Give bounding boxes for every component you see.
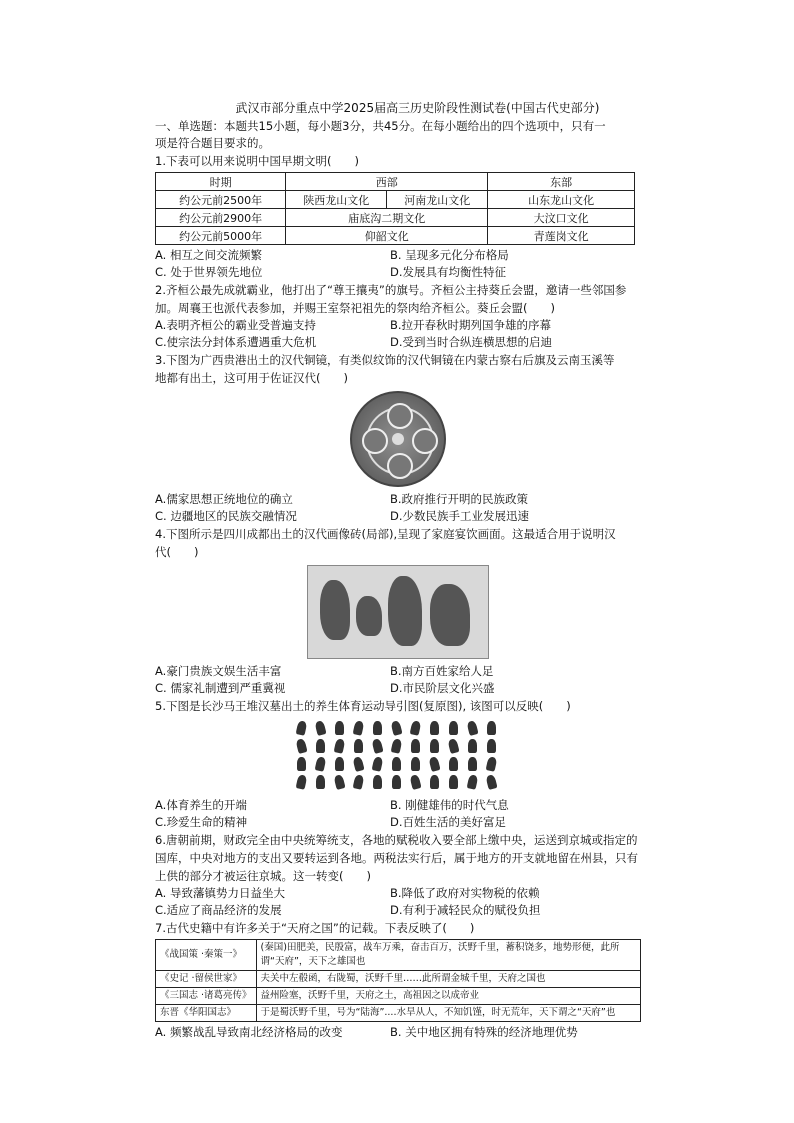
table-cell: 山东龙山文化 xyxy=(488,191,635,209)
option-b[interactable]: B.拉开春秋时期列国争雄的序幕 xyxy=(390,318,552,332)
daoyin-figure-pose xyxy=(487,721,496,735)
daoyin-figure-pose xyxy=(466,720,478,736)
option-b[interactable]: B. 呈现多元化分布格局 xyxy=(390,248,509,262)
daoyin-figure-pose xyxy=(485,756,497,772)
daoyin-figure-pose xyxy=(447,738,459,754)
table-row xyxy=(156,971,641,988)
table-cell: 庙底沟二期文化 xyxy=(286,209,488,227)
daoyin-figure-pose xyxy=(316,775,325,789)
table-cell: 青莲岗文化 xyxy=(488,227,635,245)
daoyin-figure-pose xyxy=(430,775,439,789)
daoyin-figure-pose xyxy=(392,775,401,789)
q3-stem-line2: 地都有出土，这可用于佐证汉代( ) xyxy=(155,371,348,385)
option-c[interactable]: C.适应了商品经济的发展 xyxy=(155,903,282,917)
table-cell-quote: (秦国)田肥美，民殷富，战车万乘，奋击百万，沃野千里，蓄积饶多，地势形便，此所谓“天府”，天下之雄国也 xyxy=(256,940,640,971)
daoyin-figure-pose xyxy=(449,721,458,735)
daoyin-figure xyxy=(155,719,640,793)
q4-options xyxy=(155,663,640,697)
daoyin-figure-pose xyxy=(373,721,382,735)
option-c[interactable]: C. 处于世界领先地位 xyxy=(155,265,263,279)
table-cell: 大汶口文化 xyxy=(488,209,635,227)
brick-figure-shape xyxy=(356,596,382,636)
daoyin-figure-pose xyxy=(411,739,420,753)
daoyin-figure-pose xyxy=(449,775,458,789)
q2-stem-line1: 2.齐桓公最先成就霸业，他打出了“尊王攘夷”的旗号。齐桓公主持葵丘会盟，邀请一些邻国参 xyxy=(155,283,627,297)
table-cell: 河南龙山文化 xyxy=(387,191,488,209)
daoyin-figure-pose xyxy=(333,738,345,754)
daoyin-figure-pose xyxy=(314,756,326,772)
brick-figure-shape xyxy=(430,584,470,646)
option-a[interactable]: A.表明齐桓公的霸业受普遍支持 xyxy=(155,318,316,332)
option-d[interactable]: D.发展具有均衡性特征 xyxy=(390,265,507,279)
option-d[interactable]: D.百姓生活的美好富足 xyxy=(390,815,507,829)
table-cell-quote: 益州险塞，沃野千里，天府之土，高祖因之以成帝业 xyxy=(256,988,640,1005)
q6-stem-line1: 6.唐朝前期，财政完全由中央统筹统支，各地的赋税收入要全部上缴中央，运送到京城或指定的 xyxy=(155,833,638,847)
section-intro xyxy=(155,118,640,152)
daoyin-figure-pose xyxy=(466,774,478,790)
daoyin-figure-pose xyxy=(428,756,440,772)
option-b[interactable]: B.政府推行开明的民族政策 xyxy=(390,492,529,506)
daoyin-figure-pose xyxy=(371,756,383,772)
option-c[interactable]: C. 儒家礼制遭到严重冀视 xyxy=(155,681,286,695)
daoyin-figure-pose xyxy=(449,757,458,771)
mirror-lobe xyxy=(362,428,388,454)
mirror-lobe xyxy=(412,428,438,454)
daoyin-figure-pose xyxy=(333,774,345,790)
q7-options xyxy=(155,1024,640,1041)
daoyin-figure-pose xyxy=(335,721,344,735)
daoyin-figure-pose xyxy=(295,738,307,754)
q3-stem-line1: 3.下图为广西贵港出土的汉代铜镜，有类似纹饰的汉代铜镜在内蒙古察右后旗及云南玉溪等 xyxy=(155,353,615,367)
daoyin-figure-pose xyxy=(352,756,364,772)
q6-options xyxy=(155,885,640,919)
daoyin-figure-pose xyxy=(297,757,306,771)
option-b[interactable]: B. 刚健雄伟的时代气息 xyxy=(390,798,509,812)
bronze-mirror-image xyxy=(350,391,446,487)
option-b[interactable]: B. 关中地区拥有特殊的经济地理优势 xyxy=(390,1025,578,1039)
q6-stem-line2: 国库，中央对地方的支出又要转运到各地。两税法实行后，属于地方的开支就地留在州县，只有 xyxy=(155,851,638,865)
table-header-cell: 西部 xyxy=(286,173,488,191)
table-cell: 约公元前5000年 xyxy=(156,227,286,245)
q6-stem-line3: 上供的部分才被运往京城。这一转变( ) xyxy=(155,869,371,883)
q4-stem-line2: 代( ) xyxy=(155,545,199,559)
table-cell-quote: 夫关中左殽函，右陇蜀，沃野千里……此所谓金城千里，天府之国也 xyxy=(256,971,640,988)
daoyin-figure-pose xyxy=(468,739,477,753)
q2-options xyxy=(155,317,640,351)
option-b[interactable]: B.南方百姓家给人足 xyxy=(390,664,494,678)
daoyin-figure-pose xyxy=(390,720,402,736)
table-header-cell: 时期 xyxy=(156,173,286,191)
daoyin-figure-pose xyxy=(409,774,421,790)
q6-stem xyxy=(155,831,640,885)
table-cell: 陕西龙山文化 xyxy=(286,191,387,209)
option-a[interactable]: A.豪门贵族文娱生活丰富 xyxy=(155,664,282,678)
option-a[interactable]: A. 频繁战乱导致南北经济格局的改变 xyxy=(155,1025,343,1039)
daoyin-figure-pose xyxy=(390,738,402,754)
option-c[interactable]: C. 边疆地区的民族交融情况 xyxy=(155,509,297,523)
table-row xyxy=(156,988,641,1005)
q3-stem xyxy=(155,351,640,387)
q5-stem: 5.下图是长沙马王堆汉墓出土的养生体育运动导引图(复原图), 该图可以反映( ) xyxy=(155,699,571,713)
table-cell-source: 《史记 ·留侯世家》 xyxy=(156,971,257,988)
q3-options xyxy=(155,491,640,525)
option-a[interactable]: A. 相互之间交流频繁 xyxy=(155,248,262,262)
daoyin-figure-pose xyxy=(430,739,439,753)
daoyin-figure-pose xyxy=(392,757,401,771)
table-cell-source: 《三国志 ·诸葛亮传》 xyxy=(156,988,257,1005)
section-intro-line1: 一、单选题：本题共15小题，每小题3分，共45分。在每小题给出的四个选项中，只有一 xyxy=(155,119,606,133)
table-cell: 仰韶文化 xyxy=(286,227,488,245)
table-row xyxy=(156,940,641,971)
daoyin-figure-pose xyxy=(295,720,307,736)
option-d[interactable]: D.受到当时合纵连横思想的启迪 xyxy=(390,335,553,349)
q5-options xyxy=(155,797,640,831)
daoyin-figure-pose xyxy=(314,720,326,736)
daoyin-figure-pose xyxy=(352,720,364,736)
table-cell: 约公元前2900年 xyxy=(156,209,286,227)
daoyin-figure-pose xyxy=(487,739,496,753)
option-a[interactable]: A. 导致藩镇势力日益坐大 xyxy=(155,886,285,900)
option-c[interactable]: C.使宗法分封体系遭遇重大危机 xyxy=(155,335,317,349)
option-d[interactable]: D.有利于减轻民众的赋役负担 xyxy=(390,903,541,917)
q1-table xyxy=(155,172,635,245)
table-row xyxy=(156,227,635,245)
mirror-lobe xyxy=(387,453,413,479)
daoyin-figure-pose xyxy=(371,738,383,754)
q4-stem xyxy=(155,525,640,561)
section-intro-line2: 项是符合题目要求的。 xyxy=(155,136,270,150)
q1-options xyxy=(155,247,640,281)
brick-figure-shape xyxy=(388,576,422,646)
table-header-cell: 东部 xyxy=(488,173,635,191)
option-d[interactable]: D.市民阶层文化兴盛 xyxy=(390,681,495,695)
q2-stem xyxy=(155,281,640,317)
bronze-mirror-figure xyxy=(155,391,640,487)
pictorial-brick-image xyxy=(307,565,489,659)
daoyin-figure-pose xyxy=(409,720,421,736)
daoyin-chart-image xyxy=(293,719,503,793)
table-cell-source: 东晋《华阳国志》 xyxy=(156,1005,257,1022)
brick-figure-shape xyxy=(320,580,350,640)
daoyin-figure-pose xyxy=(485,774,497,790)
exam-page xyxy=(155,100,640,1041)
q2-stem-line2: 加。周襄王也派代表参加，并赐王室祭祀祖先的祭肉给齐桓公。葵丘会盟( ) xyxy=(155,301,555,315)
mirror-lobe xyxy=(387,403,413,429)
daoyin-figure-pose xyxy=(373,775,382,789)
option-a[interactable]: A.儒家思想正统地位的确立 xyxy=(155,492,293,506)
pictorial-brick-figure xyxy=(155,565,640,659)
daoyin-figure-pose xyxy=(430,721,439,735)
daoyin-figure-pose xyxy=(335,757,344,771)
daoyin-figure-pose xyxy=(352,774,364,790)
table-cell: 约公元前2500年 xyxy=(156,191,286,209)
daoyin-figure-pose xyxy=(411,757,420,771)
table-row xyxy=(156,209,635,227)
option-d[interactable]: D.少数民族手工业发展迅速 xyxy=(390,509,530,523)
daoyin-figure-pose xyxy=(295,774,307,790)
q1-stem: 1.下表可以用来说明中国早期文明( ) xyxy=(155,154,359,168)
daoyin-figure-pose xyxy=(316,739,325,753)
option-b[interactable]: B.降低了政府对实物税的依赖 xyxy=(390,886,540,900)
q4-stem-line1: 4.下图所示是四川成都出土的汉代画像砖(局部),呈现了家庭宴饮画面。这最适合用于说明汉 xyxy=(155,527,616,541)
table-row xyxy=(156,191,635,209)
table-header-row xyxy=(156,173,635,191)
option-a[interactable]: A.体育养生的开端 xyxy=(155,798,247,812)
table-cell-source: 《战国策 ·秦策一》 xyxy=(156,940,257,971)
daoyin-figure-pose xyxy=(468,757,477,771)
q7-table xyxy=(155,939,641,1022)
daoyin-figure-pose xyxy=(354,739,363,753)
mirror-knob xyxy=(392,433,404,445)
page-title: 武汉市部分重点中学2025届高三历史阶段性测试卷(中国古代史部分) xyxy=(235,101,600,115)
option-c[interactable]: C.珍爱生命的精神 xyxy=(155,815,248,829)
q7-stem: 7.古代史籍中有许多关于“天府之国”的记载。下表反映了( ) xyxy=(155,921,475,935)
table-row xyxy=(156,1005,641,1022)
table-cell-quote: 于是蜀沃野千里，号为“陆海”....水旱从人，不知饥馑，时无荒年，天下谓之“天府”也 xyxy=(256,1005,640,1022)
